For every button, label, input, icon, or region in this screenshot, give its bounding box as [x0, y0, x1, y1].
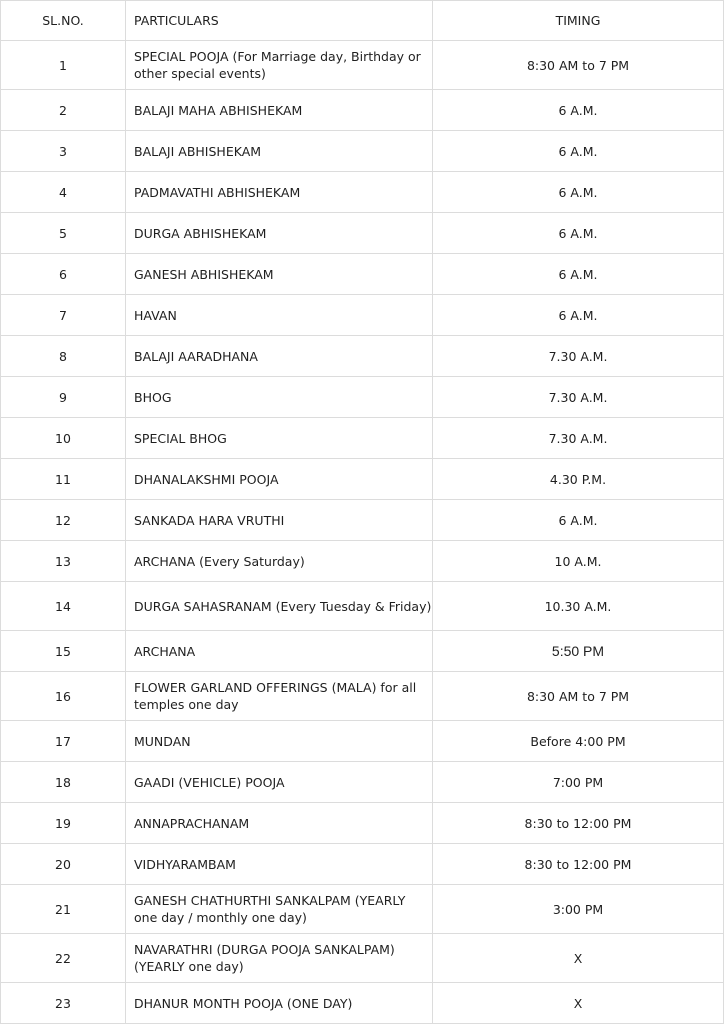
row-timing: 6 A.M. [433, 254, 724, 295]
row-timing: X [433, 983, 724, 1024]
row-particular: ANNAPRACHANAM [126, 803, 433, 844]
row-particular: SPECIAL POOJA (For Marriage day, Birthday or other special events) [126, 41, 433, 90]
row-number: 14 [1, 582, 126, 631]
row-timing: 3:00 PM [433, 885, 724, 934]
table-row [1, 336, 724, 377]
table-row [1, 377, 724, 418]
row-particular: DHANALAKSHMI POOJA [126, 459, 433, 500]
row-particular: BALAJI MAHA ABHISHEKAM [126, 90, 433, 131]
row-particular: DURGA ABHISHEKAM [126, 213, 433, 254]
row-timing: Before 4:00 PM [433, 721, 724, 762]
row-particular: SPECIAL BHOG [126, 418, 433, 459]
row-particular: BHOG [126, 377, 433, 418]
row-number: 4 [1, 172, 126, 213]
row-timing: 6 A.M. [433, 213, 724, 254]
row-particular: NAVARATHRI (DURGA POOJA SANKALPAM) (YEARLY one day) [126, 934, 433, 983]
row-timing: 6 A.M. [433, 90, 724, 131]
row-timing: 7.30 A.M. [433, 418, 724, 459]
table-row [1, 90, 724, 131]
row-number: 7 [1, 295, 126, 336]
table-row [1, 295, 724, 336]
table-row [1, 885, 724, 934]
table-row [1, 721, 724, 762]
row-number: 23 [1, 983, 126, 1024]
table-row [1, 131, 724, 172]
row-particular: DHANUR MONTH POOJA (ONE DAY) [126, 983, 433, 1024]
row-particular: BALAJI ABHISHEKAM [126, 131, 433, 172]
row-number: 21 [1, 885, 126, 934]
row-number: 17 [1, 721, 126, 762]
row-particular: DURGA SAHASRANAM (Every Tuesday & Friday) [126, 582, 433, 631]
table-row [1, 631, 724, 672]
row-timing: 5:50 PM [433, 631, 724, 672]
row-timing: 7.30 A.M. [433, 377, 724, 418]
row-number: 2 [1, 90, 126, 131]
row-number: 12 [1, 500, 126, 541]
row-particular: SANKADA HARA VRUTHI [126, 500, 433, 541]
row-particular: VIDHYARAMBAM [126, 844, 433, 885]
row-particular: PADMAVATHI ABHISHEKAM [126, 172, 433, 213]
row-timing: 6 A.M. [433, 131, 724, 172]
table-row [1, 762, 724, 803]
header-sl-no: SL.NO. [1, 1, 126, 41]
row-timing: 6 A.M. [433, 500, 724, 541]
table-row [1, 983, 724, 1024]
row-timing: 4.30 P.M. [433, 459, 724, 500]
row-number: 22 [1, 934, 126, 983]
row-number: 9 [1, 377, 126, 418]
row-particular: BALAJI AARADHANA [126, 336, 433, 377]
row-timing: 8:30 to 12:00 PM [433, 844, 724, 885]
table-row [1, 41, 724, 90]
row-number: 1 [1, 41, 126, 90]
row-number: 8 [1, 336, 126, 377]
row-timing: 8:30 AM to 7 PM [433, 41, 724, 90]
table-row [1, 213, 724, 254]
row-number: 11 [1, 459, 126, 500]
row-timing: 10 A.M. [433, 541, 724, 582]
table-row [1, 172, 724, 213]
row-number: 6 [1, 254, 126, 295]
row-particular: ARCHANA (Every Saturday) [126, 541, 433, 582]
table-row [1, 459, 724, 500]
row-number: 13 [1, 541, 126, 582]
table-row [1, 541, 724, 582]
row-number: 20 [1, 844, 126, 885]
table-row [1, 844, 724, 885]
row-particular: GANESH CHATHURTHI SANKALPAM (YEARLY one day / monthly one day) [126, 885, 433, 934]
row-timing: 7:00 PM [433, 762, 724, 803]
row-particular: FLOWER GARLAND OFFERINGS (MALA) for all temples one day [126, 672, 433, 721]
row-particular: MUNDAN [126, 721, 433, 762]
table-row [1, 934, 724, 983]
header-row [1, 1, 724, 41]
table-row [1, 254, 724, 295]
row-number: 15 [1, 631, 126, 672]
row-timing: 7.30 A.M. [433, 336, 724, 377]
row-number: 16 [1, 672, 126, 721]
table-row [1, 582, 724, 631]
header-particulars: PARTICULARS [126, 1, 433, 41]
row-timing: 10.30 A.M. [433, 582, 724, 631]
row-number: 3 [1, 131, 126, 172]
row-particular: GAADI (VEHICLE) POOJA [126, 762, 433, 803]
table-row [1, 418, 724, 459]
table-row [1, 672, 724, 721]
row-number: 5 [1, 213, 126, 254]
row-timing: 6 A.M. [433, 295, 724, 336]
row-timing: X [433, 934, 724, 983]
table-row [1, 500, 724, 541]
table-row [1, 803, 724, 844]
row-timing: 8:30 AM to 7 PM [433, 672, 724, 721]
row-number: 10 [1, 418, 126, 459]
row-particular: ARCHANA [126, 631, 433, 672]
row-particular: HAVAN [126, 295, 433, 336]
row-number: 19 [1, 803, 126, 844]
row-particular: GANESH ABHISHEKAM [126, 254, 433, 295]
header-timing: TIMING [433, 1, 724, 41]
row-number: 18 [1, 762, 126, 803]
row-timing: 6 A.M. [433, 172, 724, 213]
row-timing: 8:30 to 12:00 PM [433, 803, 724, 844]
